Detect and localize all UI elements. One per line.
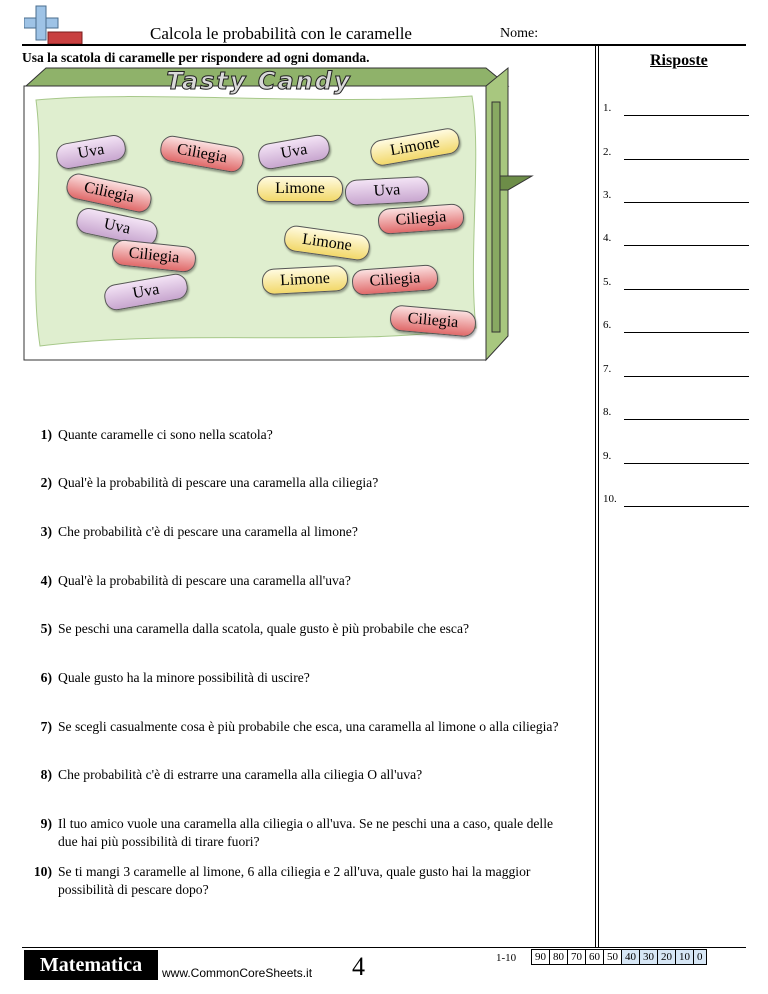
answer-row — [603, 319, 749, 335]
answer-number: 1. — [603, 102, 612, 114]
candy-cherry: Ciliegia — [389, 304, 477, 337]
answer-line[interactable] — [624, 289, 749, 290]
footer-rule — [22, 947, 746, 948]
question — [30, 474, 570, 492]
question-text: Qual'è la probabilità di pescare una caramella alla ciliegia? — [58, 475, 379, 490]
question-text: Qual'è la probabilità di pescare una caramella all'uva? — [58, 573, 351, 588]
question-number: 1) — [40, 427, 52, 442]
question-text: Il tuo amico vuole una caramella alla ciliegia o all'uva. Se ne peschi una a caso, quale delle due hai più possibilità di tirare fuori? — [58, 816, 554, 849]
answer-row — [603, 102, 749, 118]
candy-cherry: Ciliegia — [64, 171, 154, 214]
question-text: Se scegli casualmente cosa è più probabile che esca, una caramella al limone o alla ciliegia? — [58, 719, 559, 734]
answer-row — [603, 450, 749, 466]
candy-cherry: Ciliegia — [111, 239, 197, 274]
answer-line[interactable] — [624, 506, 749, 507]
answer-line[interactable] — [624, 419, 749, 420]
answer-row — [603, 493, 749, 509]
question-number: 4) — [40, 573, 52, 588]
answer-line[interactable] — [624, 202, 749, 203]
answers-heading: Risposte — [650, 52, 708, 69]
column-divider — [598, 44, 599, 948]
answer-row — [603, 406, 749, 422]
question-number: 10) — [33, 864, 52, 879]
answer-number: 10. — [603, 493, 617, 505]
score-cell: 60 — [586, 950, 604, 965]
page-number: 4 — [352, 952, 365, 981]
box-brand: Tasty Candy — [166, 67, 352, 95]
answer-row — [603, 146, 749, 162]
logo-icon — [24, 4, 84, 46]
score-cell: 40 — [622, 950, 640, 965]
score-cell: 50 — [604, 950, 622, 965]
answer-number: 2. — [603, 146, 612, 158]
answer-number: 8. — [603, 406, 612, 418]
question-number: 2) — [40, 475, 52, 490]
answer-line[interactable] — [624, 245, 749, 246]
candy-lemon: Limone — [257, 176, 343, 202]
question — [30, 766, 570, 784]
answer-line[interactable] — [624, 332, 749, 333]
answer-number: 6. — [603, 319, 612, 331]
score-table — [531, 949, 707, 965]
site-link[interactable]: www.CommonCoreSheets.it — [162, 966, 313, 980]
header-rule — [22, 44, 746, 46]
candy-cherry: Ciliegia — [158, 134, 245, 174]
question-text: Che probabilità c'è di pescare una caramella al limone? — [58, 524, 358, 539]
candy-grape: Uva — [54, 133, 127, 171]
question — [30, 718, 570, 736]
question-text: Se peschi una caramella dalla scatola, quale gusto è più probabile che esca? — [58, 621, 470, 636]
question — [30, 572, 570, 590]
answer-number: 4. — [603, 232, 612, 244]
candy-cherry: Ciliegia — [351, 264, 439, 296]
question-number: 5) — [40, 621, 52, 636]
question-text: Che probabilità c'è di estrarre una caramella alla ciliegia O all'uva? — [58, 767, 423, 782]
score-range-label: 1-10 — [496, 952, 517, 964]
candy-cherry: Ciliegia — [377, 203, 465, 235]
question — [30, 815, 570, 851]
question-number: 8) — [40, 767, 52, 782]
score-cell: 80 — [550, 950, 568, 965]
candy-lemon: Limone — [261, 265, 348, 295]
question — [30, 620, 570, 638]
candy-grape: Uva — [344, 176, 429, 206]
answer-number: 5. — [603, 276, 612, 288]
score-cell: 90 — [532, 950, 550, 965]
question-text: Quante caramelle ci sono nella scatola? — [58, 427, 273, 442]
instructions: Usa la scatola di caramelle per rispondere ad ogni domanda. — [22, 50, 370, 65]
candy-lemon: Limone — [283, 224, 372, 262]
answer-number: 3. — [603, 189, 612, 201]
question — [30, 669, 570, 687]
answer-row — [603, 276, 749, 292]
score-cell: 0 — [694, 950, 707, 965]
question — [30, 523, 570, 541]
page-title: Calcola le probabilità con le caramelle — [150, 24, 412, 43]
question — [30, 863, 570, 899]
answer-row — [603, 189, 749, 205]
name-label: Nome: — [500, 26, 539, 41]
answer-number: 7. — [603, 363, 612, 375]
question-number: 3) — [40, 524, 52, 539]
question-number: 9) — [40, 816, 52, 831]
answer-row — [603, 232, 749, 248]
answer-line[interactable] — [624, 115, 749, 116]
candy-grape: Uva — [102, 272, 189, 312]
question-text: Quale gusto ha la minore possibilità di uscire? — [58, 670, 310, 685]
answer-line[interactable] — [624, 463, 749, 464]
score-cell: 20 — [658, 950, 676, 965]
answer-row — [603, 363, 749, 379]
answer-number: 9. — [603, 450, 612, 462]
candy-lemon: Limone — [368, 126, 461, 167]
candy-grape: Uva — [256, 133, 331, 171]
question-number: 7) — [40, 719, 52, 734]
question-number: 6) — [40, 670, 52, 685]
candy-grape: Uva — [74, 206, 160, 248]
question-text: Se ti mangi 3 caramelle al limone, 6 alla ciliegia e 2 all'uva, quale gusto hai la maggior possibilità di pescare dopo? — [58, 864, 531, 897]
footer-brand: Matematica — [24, 950, 158, 980]
score-cell: 30 — [640, 950, 658, 965]
answer-line[interactable] — [624, 159, 749, 160]
column-divider — [595, 44, 596, 948]
answer-line[interactable] — [624, 376, 749, 377]
question — [30, 426, 570, 444]
score-cell: 10 — [676, 950, 694, 965]
score-cell: 70 — [568, 950, 586, 965]
